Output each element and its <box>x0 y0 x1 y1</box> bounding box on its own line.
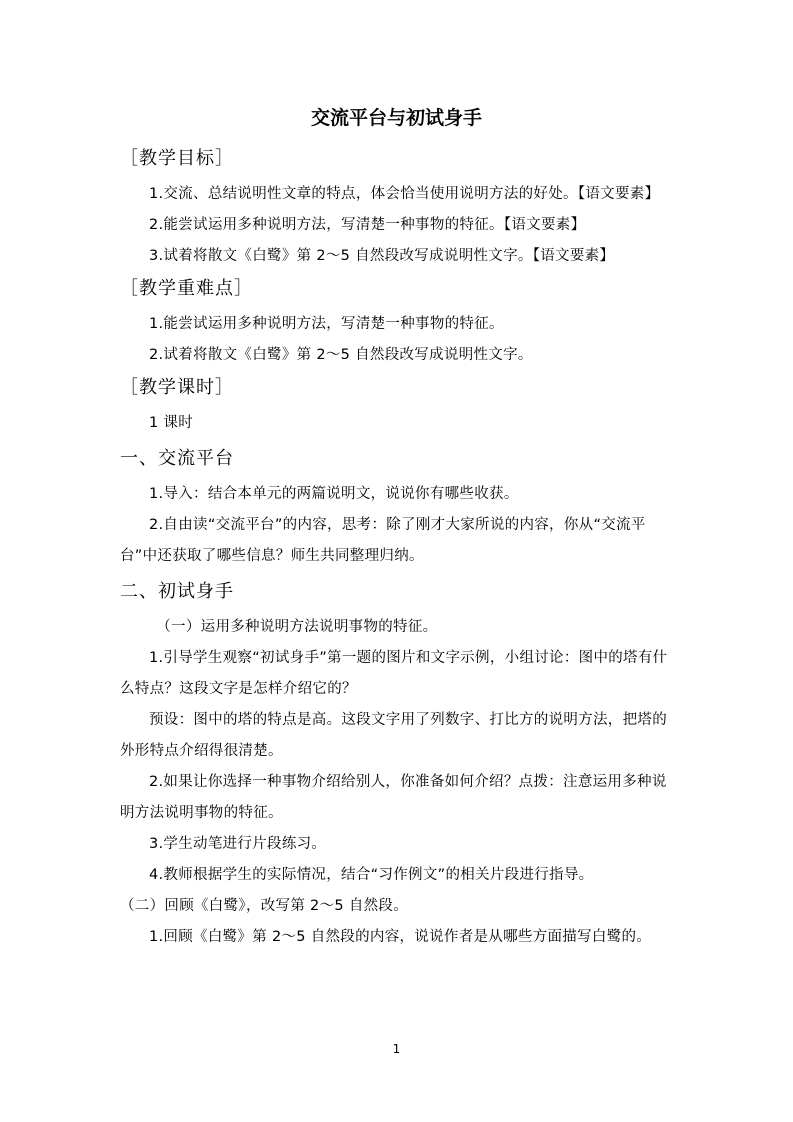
heading-objectives: ［教学目标］ <box>120 148 234 169</box>
page-number: 1 <box>392 1042 401 1056</box>
practice-item-4: 4.教师根据学生的实际情况，结合“习作例文”的相关片段进行指导。 <box>149 867 594 883</box>
exchange-item-1: 1.导入：结合本单元的两篇说明文，说说你有哪些收获。 <box>149 486 519 502</box>
practice-item-3: 3.学生动笔进行片段练习。 <box>149 836 327 852</box>
objective-item-3: 3.试着将散文《白鹭》第 2～5 自然段改写成说明性文字。【语文要素】 <box>149 248 615 264</box>
periods-text: 1 课时 <box>149 415 194 431</box>
practice-item-2: 2.如果让你选择一种事物介绍给别人，你准备如何介绍？点拨：注意运用多种说明方法说明事物的特征。 <box>120 774 667 821</box>
heading-periods: ［教学课时］ <box>120 377 234 398</box>
practice-item-review: 1.回顾《白鹭》第 2～5 自然段的内容，说说作者是从哪些方面描写白鹭的。 <box>149 929 652 945</box>
key-point-item-1: 1.能尝试运用多种说明方法，写清楚一种事物的特征。 <box>149 316 504 332</box>
objective-item-2: 2.能尝试运用多种说明方法，写清楚一种事物的特征。【语文要素】 <box>149 217 586 233</box>
practice-sub-heading-2: （二）回顾《白鹭》，改写第 2～5 自然段。 <box>120 898 409 914</box>
heading-practice: 二、初试身手 <box>120 581 234 602</box>
heading-key-points: ［教学重难点］ <box>120 278 253 299</box>
practice-preset: 预设：图中的塔的特点是高。这段文字用了列数字、打比方的说明方法，把塔的外形特点介绍得很清楚。 <box>120 712 667 759</box>
practice-sub-heading-1: （一）运用多种说明方法说明事物的特征。 <box>156 619 438 635</box>
heading-exchange: 一、交流平台 <box>120 448 234 469</box>
exchange-item-2: 2.自由读“交流平台”的内容，思考：除了刚才大家所说的内容，你从“交流平台”中还获取了哪些信息？师生共同整理归纳。 <box>120 517 646 564</box>
key-point-item-2: 2.试着将散文《白鹭》第 2～5 自然段改写成说明性文字。 <box>149 347 533 363</box>
practice-item-1: 1.引导学生观察“初试身手”第一题的图片和文字示例，小组讨论：图中的塔有什么特点？这段文字是怎样介绍它的？ <box>120 650 668 697</box>
document-body <box>120 145 680 953</box>
objective-item-1: 1.交流、总结说明性文章的特点，体会恰当使用说明方法的好处。【语文要素】 <box>149 186 660 202</box>
document-title: 交流平台与初试身手 <box>310 107 482 129</box>
